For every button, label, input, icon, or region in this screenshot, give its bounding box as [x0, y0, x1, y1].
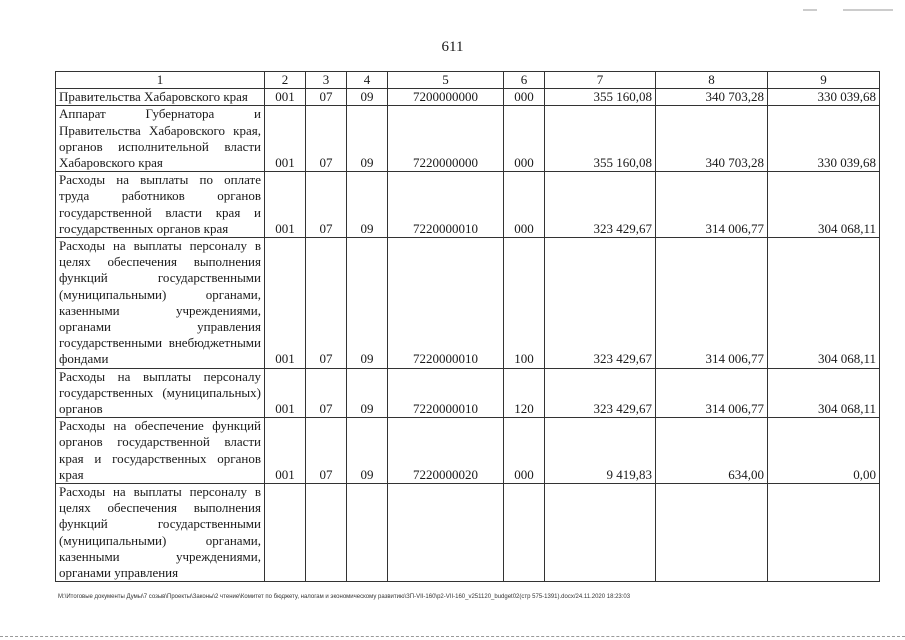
- column-header-target-article: 5: [388, 72, 504, 89]
- row-name: Аппарат Губернатора и Правительства Хабаровского края, органов исполнительной власти Хабаровского края: [56, 106, 265, 172]
- cell-expense-type: [504, 484, 545, 582]
- column-header-expense-type: 6: [504, 72, 545, 89]
- cell-target-article: 7220000010: [388, 368, 504, 418]
- row-name: Расходы на выплаты персоналу государственных (муниципальных) органов: [56, 368, 265, 418]
- table-row: [56, 484, 880, 582]
- column-header-amount-2: 8: [656, 72, 768, 89]
- cell-ministry-code: 001: [265, 172, 306, 238]
- cell-section: 07: [306, 368, 347, 418]
- cell-amount-2: 340 703,28: [656, 106, 768, 172]
- cell-amount-1: 355 160,08: [545, 106, 656, 172]
- cell-expense-type: 000: [504, 106, 545, 172]
- table-row: [56, 89, 880, 106]
- cell-section: 07: [306, 106, 347, 172]
- page-number: 611: [441, 39, 464, 55]
- bottom-divider: [0, 636, 905, 637]
- cell-expense-type: 120: [504, 368, 545, 418]
- cell-subsection: 09: [347, 418, 388, 484]
- cell-subsection: 09: [347, 368, 388, 418]
- table-row: [56, 172, 880, 238]
- table-row: [56, 238, 880, 369]
- column-header-ministry-code: 2: [265, 72, 306, 89]
- column-header-name: 1: [56, 72, 265, 89]
- column-header-section: 3: [306, 72, 347, 89]
- cell-target-article: 7200000000: [388, 89, 504, 106]
- cell-subsection: 09: [347, 106, 388, 172]
- cell-amount-3: 330 039,68: [768, 89, 880, 106]
- row-name: Расходы на выплаты персоналу в целях обеспечения выполнения функций государственными (муниципальными) органами, казенными учреждениями, органами управления: [56, 484, 265, 582]
- table-row: [56, 106, 880, 172]
- cell-amount-3: 0,00: [768, 418, 880, 484]
- cell-amount-2: 314 006,77: [656, 368, 768, 418]
- column-header-subsection: 4: [347, 72, 388, 89]
- column-header-amount-3: 9: [768, 72, 880, 89]
- cell-amount-2: 340 703,28: [656, 89, 768, 106]
- cell-section: [306, 484, 347, 582]
- column-header-amount-1: 7: [545, 72, 656, 89]
- cell-amount-1: 323 429,67: [545, 238, 656, 369]
- cell-amount-1: 323 429,67: [545, 172, 656, 238]
- document-file-path: M:\Итоговые документы Думы\7 созыв\Проекты\Законы\2 чтение\Комитет по бюджету, налогам и экономическому развитию\ЗП-VII-160\р2-VII-160_v251120_budget02(стр 575-1391).docx/24.11.2020 18:23:03: [58, 594, 631, 600]
- row-name: Расходы на обеспечение функций органов государственной власти края и государственных органов края: [56, 418, 265, 484]
- cell-expense-type: 000: [504, 89, 545, 106]
- cell-amount-2: 634,00: [656, 418, 768, 484]
- cell-ministry-code: 001: [265, 368, 306, 418]
- cell-expense-type: 000: [504, 418, 545, 484]
- cell-amount-2: [656, 484, 768, 582]
- cell-ministry-code: 001: [265, 418, 306, 484]
- cell-amount-1: [545, 484, 656, 582]
- cell-target-article: 7220000020: [388, 418, 504, 484]
- cell-ministry-code: 001: [265, 238, 306, 369]
- cell-ministry-code: 001: [265, 89, 306, 106]
- row-name: Правительства Хабаровского края: [56, 89, 265, 106]
- cell-ministry-code: [265, 484, 306, 582]
- cell-subsection: 09: [347, 238, 388, 369]
- cell-target-article: 7220000010: [388, 238, 504, 369]
- cell-amount-2: 314 006,77: [656, 238, 768, 369]
- cell-amount-3: 330 039,68: [768, 106, 880, 172]
- cell-target-article: 7220000000: [388, 106, 504, 172]
- cell-section: 07: [306, 89, 347, 106]
- cell-amount-3: 304 068,11: [768, 368, 880, 418]
- table-row: [56, 418, 880, 484]
- scan-edge-marks: [803, 0, 893, 4]
- cell-expense-type: 000: [504, 172, 545, 238]
- budget-table: [55, 71, 880, 582]
- cell-amount-3: 304 068,11: [768, 172, 880, 238]
- cell-target-article: [388, 484, 504, 582]
- cell-ministry-code: 001: [265, 106, 306, 172]
- cell-subsection: [347, 484, 388, 582]
- cell-expense-type: 100: [504, 238, 545, 369]
- cell-section: 07: [306, 418, 347, 484]
- row-name: Расходы на выплаты персоналу в целях обеспечения выполнения функций государственными (муниципальными) органами, казенными учреждениями, органами управления государственными внебюджетными фондами: [56, 238, 265, 369]
- cell-subsection: 09: [347, 89, 388, 106]
- cell-section: 07: [306, 238, 347, 369]
- cell-amount-1: 323 429,67: [545, 368, 656, 418]
- cell-amount-2: 314 006,77: [656, 172, 768, 238]
- cell-amount-3: 304 068,11: [768, 238, 880, 369]
- cell-section: 07: [306, 172, 347, 238]
- table-row: [56, 368, 880, 418]
- cell-amount-1: 355 160,08: [545, 89, 656, 106]
- row-name: Расходы на выплаты по оплате труда работников органов государственной власти края и государственных органов края: [56, 172, 265, 238]
- cell-amount-1: 9 419,83: [545, 418, 656, 484]
- cell-amount-3: [768, 484, 880, 582]
- cell-target-article: 7220000010: [388, 172, 504, 238]
- cell-subsection: 09: [347, 172, 388, 238]
- header-row: [56, 72, 880, 89]
